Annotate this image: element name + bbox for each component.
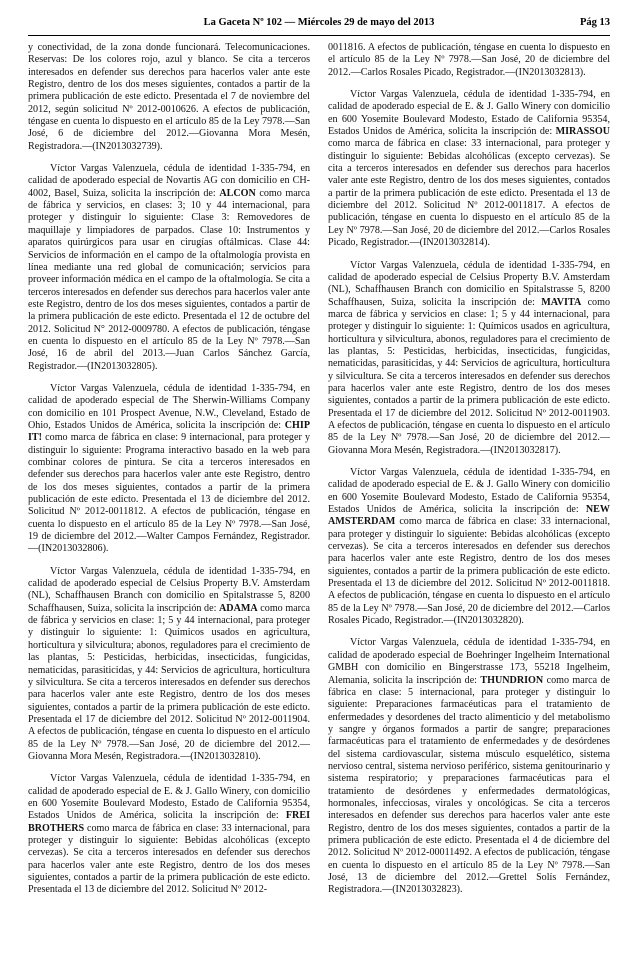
- trademark-name: CHIP IT!: [28, 419, 310, 444]
- trademark-name: FREI BROTHERS: [28, 810, 310, 834]
- trademark-name: MIRASSOU: [555, 126, 610, 138]
- notice-paragraph: [328, 260, 610, 458]
- notice-text: Víctor Vargas Valenzuela, cédula de identidad 1-335-794, en calidad de apoderado especial de The Sherwin-Williams Company con domicilio en 101 Prospect Avenue, N.W., Cleveland, Estado de Ohio, Estados Unidos de América, solicita la inscripción de:: [28, 382, 310, 431]
- trademark-name: ALCON: [219, 187, 256, 199]
- notice-paragraph: [28, 566, 310, 764]
- right-column: [328, 42, 610, 907]
- notice-text: Víctor Vargas Valenzuela, cédula de identidad 1-335-794, en calidad de apoderado especial de Celsius Property B.V. Amsterdam (NL), Schaffhausen Branch con domicilio en Spitalstrasse 5, 8200 Schaffhausen, Suiza, solicita la inscripción de:: [28, 565, 310, 614]
- trademark-name: THUNDRION: [480, 674, 544, 686]
- notice-text: Víctor Vargas Valenzuela, cédula de identidad 1-335-794, en calidad de apoderado especial de E. & J. Gallo Winery con domicilio en 600 Yosemite Boulevard Modesto, Estado de California 95354, Estados Unidos de América, solicita la inscripción de:: [328, 467, 610, 516]
- notice-text: como marca de fábrica en clase: 5 internacional, para proteger y distinguir lo siguiente: Preparaciones farmacéuticas para el tratamiento de enfermedades y desordenes del tracto alimenticio y del metabolismo y sangre y órganos formados a partir de sangre; preparaciones farmacéuticas para el tratamiento de enfermedades y de desórdenes del sistema cardiovascular, sistema músculo esquelético, sistema nervioso central, sistema nervioso periférico, sistema genitourinario y sistema respiratorio; y preparaciones farmacéuticas para el tratamiento de desórdenes y enfermedades dermatológicas, hormonales, infecciosas, virales y oncológicas. Se cita a terceros interesados en defender sus derechos para hacerlos valer ante este Registro, dentro de los dos meses siguientes, contados a partir de la primera publicación de este edicto. Presentada el 4 de diciembre del 2012. Solicitud Nº 2012-00011492. A efectos de publicación, téngase en cuenta lo dispuesto en el artículo 85 de la Ley Nº 7978.—San José, 13 de diciembre del 2012.—Grettel Solís Fernández, Registradora.—(IN2013032823).: [328, 674, 610, 896]
- notice-text: como marca de fábrica en clase: 33 internacional, para proteger y distinguir lo siguiente: Bebidas alcohólicas (excepto cervezas). Se cita a terceros interesados en defender sus derechos para hacerlos valer ante este Registro, dentro de los dos meses siguientes, contados a partir de la primera publicación de este edicto. Presentada el 13 de diciembre del 2012. Solicitud Nº 2012-: [28, 822, 310, 896]
- notice-text: Víctor Vargas Valenzuela, cédula de identidad 1-335-794, en calidad de apoderado especial de Boehringer Ingelheim International GMBH con domicilio en Bingerstrasse 173, 55218 Ingelheim, Alemania, solicita la inscripción de:: [328, 637, 610, 686]
- notice-text: como marca de fábrica en clase: 33 internacional, para proteger y distinguir lo siguiente: Bebidas alcohólicas (excepto cervezas). Se cita a terceros interesados en defender sus derechos para hacerlos valer ante este Registro, dentro de los dos meses siguientes, contados a partir de la primera publicación de este edicto. Presentada el 13 de diciembre del 2012. Solicitud Nº 2012-0011818. A efectos de publicación, téngase en cuenta lo dispuesto en el artículo 85 de la Ley Nº 7978.—San José, 20 de diciembre del 2012.—Carlos Rosales Picado, Registrador.—(IN2013032820).: [328, 516, 610, 627]
- header-title: La Gaceta Nº 102 — Miércoles 29 de mayo del 2013: [203, 17, 435, 28]
- trademark-name: MAVITA: [541, 296, 582, 308]
- notice-text: como marca de fábrica y servicios en clase: 1; 5 y 44 internacional, para proteger y distinguir lo siguiente: 1: Químicos usados en agricultura, horticultura y silvicultura, abonos, reguladores para el crecimiento de las plantas, 5: Pesticidas, herbicidas, insecticidas, fungicidas, nematicidas, parasiticidas, y 44: Servicios de agricultura, horticultura y silvicultura. Se cita a terceros interesados en defender sus derechos para hacerlos valer ante este Registro, dentro de los dos meses siguientes, contados a partir de la primera publicación de este edicto. Presentada el 17 de diciembre del 2012. Solicitud Nº 2012-0011903. A efectos de publicación, téngase en cuenta lo dispuesto en el artículo 85 de la Ley Nº 7978.—San José, 20 de diciembre del 2012.—Giovanna Mora Mesén, Registradora.—(IN2013032817).: [328, 296, 610, 456]
- notice-paragraph: [28, 383, 310, 556]
- notice-text: como marca de fábrica en clase: 9 internacional, para proteger y distinguir lo siguiente: Programa interactivo basado en la web para combinar colores de pintura. Se cita a terceros interesados en defender sus derechos para hacerlos valer ante este Registro, dentro de los dos meses siguientes, contados a partir de la primera publicación de este edicto. Presentada el 13 de diciembre del 2012. Solicitud Nº 2012-0011812. A efectos de publicación, téngase en cuenta lo dispuesto en el artículo 85 de la Ley Nº 7978.—San José, 19 de diciembre del 2012.—Walter Campos Fernández, Registrador.—(IN2013032806).: [28, 432, 310, 555]
- notice-text: Víctor Vargas Valenzuela, cédula de identidad 1-335-794, en calidad de apoderado especial de E. & J. Gallo Winery con domicilio en 600 Yosemite Boulevard Modesto, Estado de California 95354, Estados Unidos de América, solicita la inscripción de:: [328, 89, 610, 138]
- notice-paragraph: [328, 467, 610, 627]
- notice-text: como marca de fábrica en clase: 33 internacional, para proteger y distinguir lo siguiente: Bebidas alcohólicas (excepto cervezas). Se cita a terceros interesados en defender sus derechos para hacerlos valer ante este Registro, dentro de los dos meses siguientes, contados a partir de la primera publicación de este edicto. Presentada el 13 de diciembre del 2012. Solicitud Nº 2012-0011817. A efectos de publicación, téngase en cuenta lo dispuesto en el artículo 85 de la Ley Nº 7978.—San José, 20 de diciembre del 2012.—Carlos Rosales Picado, Registrador.—(IN2013032814).: [328, 138, 610, 249]
- page-header: [28, 11, 610, 36]
- page-number: Pág 13: [579, 17, 610, 28]
- notice-paragraph: [328, 637, 610, 896]
- notice-paragraph: [28, 42, 310, 153]
- left-column: [28, 42, 310, 907]
- notice-paragraph: [28, 773, 310, 896]
- trademark-name: ADAMA: [219, 602, 258, 614]
- notice-paragraph: [328, 42, 610, 79]
- notice-paragraph: [28, 163, 310, 373]
- notice-text: como marca de fábrica y servicios, en clases: 3; 10 y 44 internacional, para proteger y distinguir lo siguiente: Clase 3: Removedores de maquillaje y limpiadores de parpados. Clase 10: Instrumentos y aparatos quirúrgicos para usar en cirugías oftálmicas. Clase 44: Servicios de información en el campo de la oftalmología provista en línea mediante una red global de comunicación; servicios para proveer información médica en el campo de la oftalmología. Se cita a terceros interesados en defender sus derechos para hacerlos valer ante este Registro, dentro de los dos meses siguientes, contados a partir de la primera publicación de este edicto. Presentada el 12 de octubre del 2012. Solicitud N° 2012-0009780. A efectos de publicación, téngase en cuenta lo dispuesto en el artículo 85 de la Ley Nº 7978.—San José, 16 de abril del 2013.—Juan Carlos Sánchez García, Registrador.—(IN2013032805).: [28, 187, 311, 372]
- notice-text: Víctor Vargas Valenzuela, cédula de identidad 1-335-794, en calidad de apoderado especial de E. & J. Gallo Winery, con domicilio en 600 Yosemite Boulevard Modesto, Estado de California 95354, Estados Unidos de América, solicita la inscripción de:: [28, 773, 310, 822]
- notice-text: como marca de fábrica y servicios en clase: 1; 5 y 44 internacional, para proteger y distinguir lo siguiente: 1: Químicos usados en agricultura, horticultura y silvicultura; abonos, reguladores para el crecimiento de las plantas, 5: Pesticidas, herbicidas, insecticidas, fungicidas, nematicidas, parasiticidas, y 44: Servicios de agricultura, horticultura y silvicultura. Se cita a terceros interesados en defender sus derechos para hacerlos valer ante este Registro, dentro de los dos meses siguientes, contados a partir de la primera publicación de este edicto. Presentada el 17 de diciembre del 2012. Solicitud Nº 2012-0011904. A efectos de publicación, téngase en cuenta lo dispuesto en el artículo 85 de la Ley Nº 7978.—San José, 20 de diciembre del 2012.—Giovanna Mora Mesén, Registradora.—(IN2013032810).: [28, 602, 311, 762]
- notice-text: Víctor Vargas Valenzuela, cédula de identidad 1-335-794, en calidad de apoderado especial de Celsius Property B.V. Amsterdam (NL), Schaffhausen Branch con domicilio en Spitalstrasse 5, 8200 Schaffhausen, Suiza, solicita la inscripción de:: [328, 259, 610, 308]
- notice-paragraph: [328, 89, 610, 249]
- trademark-name: NEW AMSTERDAM: [328, 504, 610, 528]
- notice-text: 0011816. A efectos de publicación, téngase en cuenta lo dispuesto en el artículo 85 de la Ley Nº 7978.—San José, 20 de diciembre del 2012.—Carlos Rosales Picado, Registrador.—(IN2013032813).: [328, 42, 610, 78]
- notice-text: y conectividad, de la zona donde funcionará. Telecomunicaciones. Reservas: De los colores rojo, azul y blanco. Se cita a terceros interesados en defender sus derechos para hacerlos valer ante este Registro, dentro de los dos meses siguientes, contados a partir de la primera publicación de este edicto. Presentada el 7 de noviembre del 2012, según solicitud Nº 2012-0010626. A efectos de publicación, téngase en cuenta lo dispuesto en el artículo 85 de la Ley 7978.—San José, 6 de diciembre del 2012.—Giovanna Mora Mesén, Registradora.—(IN2013032739).: [28, 42, 310, 152]
- notice-text: Víctor Vargas Valenzuela, cédula de identidad 1-335-794, en calidad de apoderado especial de Novartis AG con domicilio en CH-4002, Basel, Suiza, solicita la inscripción de:: [28, 163, 310, 199]
